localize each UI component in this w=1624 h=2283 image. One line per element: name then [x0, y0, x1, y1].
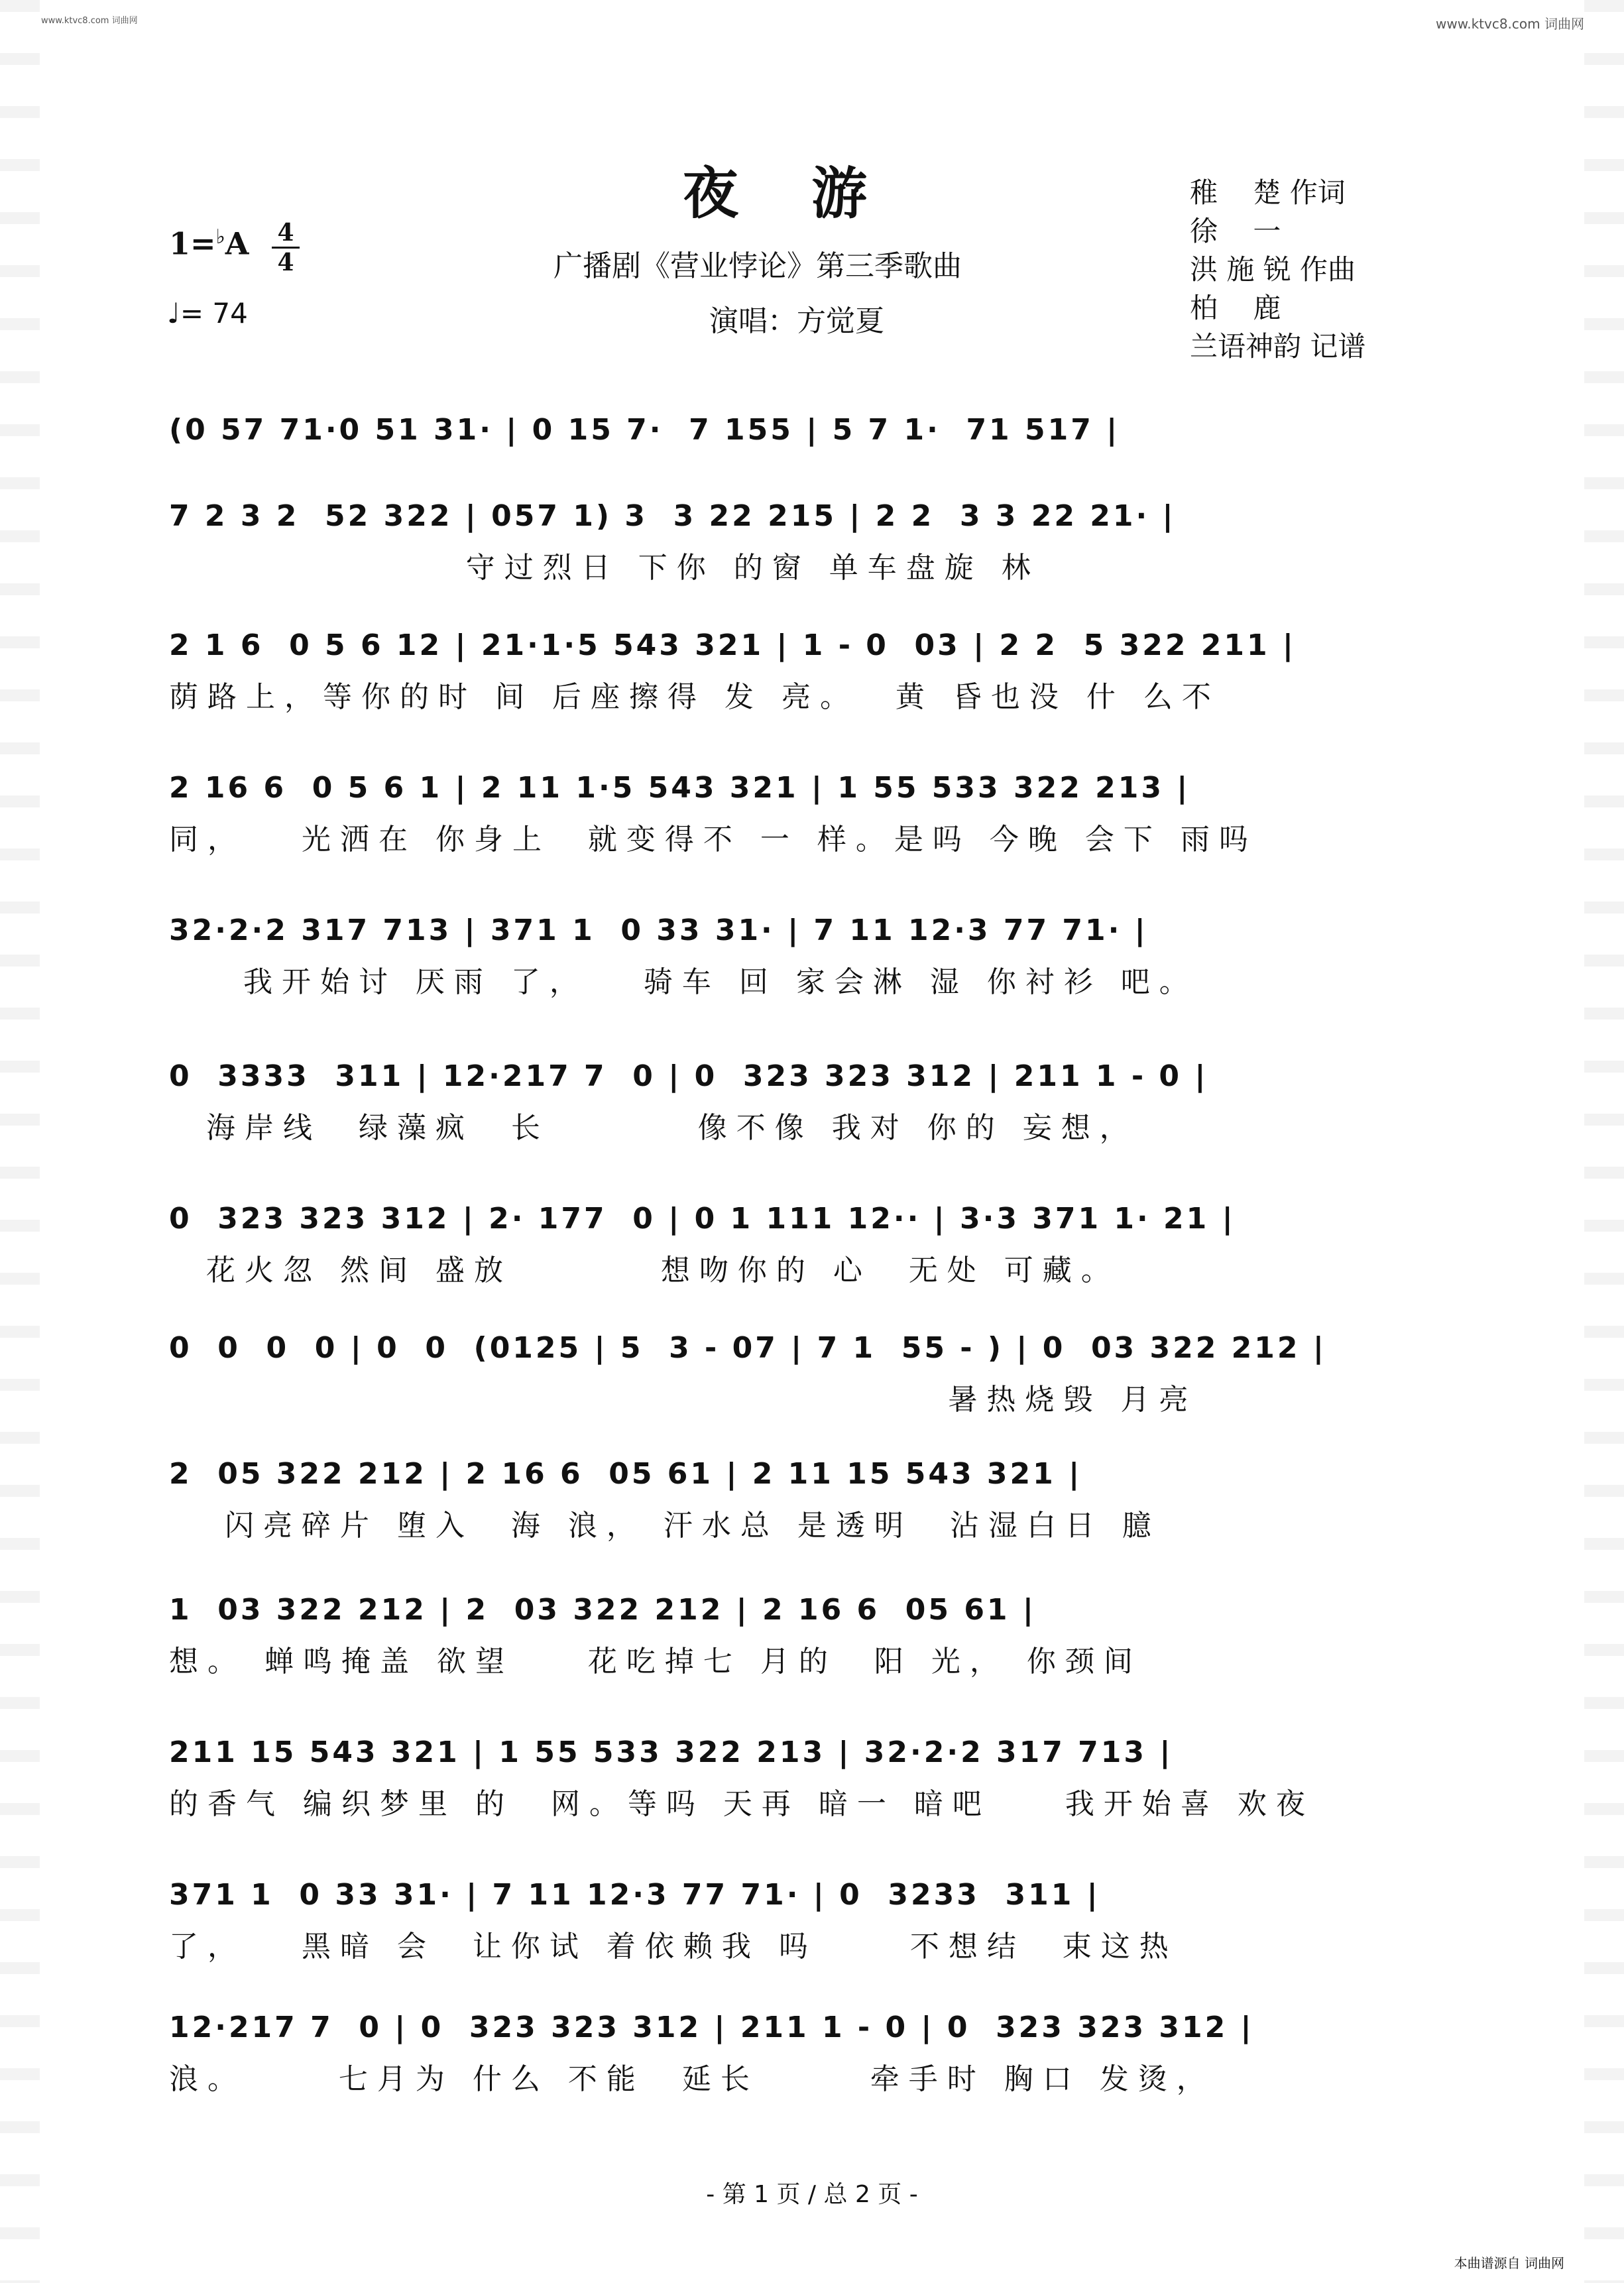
lyric-line: 暑热烧毁 月亮 — [169, 1383, 1198, 1417]
lyric-line: 的香气 编织梦里 的 网。等吗 天再 暗一 暗吧 我开始喜 欢夜 — [169, 1787, 1314, 1821]
lyric-line: 守过烈日 下你 的窗 单车盘旋 林 — [169, 551, 1040, 585]
tempo-marking — [167, 297, 248, 329]
credit-line: 兰语神韵 记谱 — [1190, 330, 1366, 363]
score-system — [169, 491, 1462, 590]
lyric-line: 我开始讨 厌雨 了， 骑车 回 家会淋 湿 你衬衫 吧。 — [169, 965, 1198, 999]
top-right-watermark: www.ktvc8.com 词曲网 — [1435, 16, 1584, 32]
bottom-right-watermark: 本曲谱源自 词曲网 — [1454, 2255, 1564, 2271]
time-signature-top: 4 — [277, 219, 294, 247]
notation-line: 32·2·2 317 713 | 371 1 0 33 31· | 7 11 12·3 77 71· | — [169, 913, 1148, 947]
lyric-line: 同， 光洒在 你身上 就变得不 一 样。是吗 今晚 会下 雨吗 — [169, 823, 1257, 856]
key-signature — [169, 225, 249, 261]
score-system — [169, 1727, 1462, 1826]
tempo-value: = 74 — [180, 297, 248, 329]
score-system — [169, 1193, 1462, 1293]
notation-line: 2 05 322 212 | 2 16 6 05 61 | 2 11 15 543 321 | — [169, 1457, 1082, 1491]
right-margin-watermark-strip — [1584, 0, 1624, 2283]
credit-line: 稚 楚 作词 — [1190, 176, 1346, 209]
lyric-line: 想。 蝉鸣掩盖 欲望 花吃掉七 月的 阳 光， 你颈间 — [169, 1645, 1142, 1678]
notation-line: 0 0 0 0 | 0 0 (0125 | 5 3 - 07 | 7 1 55 - ) | 0 03 322 212 | — [169, 1331, 1326, 1365]
score-system — [169, 1448, 1462, 1548]
score-system — [169, 620, 1462, 719]
notation-line: (0 57 71·0 51 31· | 0 15 7· 7 155 | 5 7 1· 71 517 | — [169, 413, 1120, 447]
lyric-line: 闪亮碎片 堕入 海 浪， 汗水总 是透明 沾湿白日 臆 — [169, 1509, 1161, 1543]
singer-credit: 演唱：方觉夏 — [709, 304, 884, 338]
notation-line: 7 2 3 2 52 322 | 057 1) 3 3 22 215 | 2 2 3 3 22 21· | — [169, 499, 1176, 533]
notation-line: 371 1 0 33 31· | 7 11 12·3 77 71· | 0 3233 311 | — [169, 1878, 1100, 1912]
notation-line: 1 03 322 212 | 2 03 322 212 | 2 16 6 05 61 | — [169, 1593, 1036, 1627]
key-prefix: 1= — [169, 225, 216, 262]
top-left-watermark: www.ktvc8.com 词曲网 — [41, 16, 138, 26]
lyric-line: 花火忽 然间 盛放 想吻你的 心 无处 可藏。 — [169, 1254, 1120, 1287]
credits-block — [1190, 174, 1365, 366]
lyric-line: 了， 黑暗 会 让你试 着依赖我 吗 不想结 束这热 — [169, 1930, 1178, 1963]
flat-symbol: ♭ — [215, 225, 225, 249]
notation-line: 12·217 7 0 | 0 323 323 312 | 211 1 - 0 | 0 323 323 312 | — [169, 2011, 1254, 2044]
credit-line: 徐 一 — [1190, 215, 1281, 247]
score-system — [169, 1584, 1462, 1684]
notation-line: 0 323 323 312 | 2· 177 0 | 0 1 111 12·· | 3·3 371 1· 21 | — [169, 1202, 1236, 1236]
notation-line: 211 15 543 321 | 1 55 533 322 213 | 32·2·2 317 713 | — [169, 1735, 1173, 1769]
lyric-line: 荫路上，等你的时 间 后座擦得 发 亮。 黄 昏也没 什 么不 — [169, 680, 1220, 714]
score-system — [169, 762, 1462, 862]
notation-line: 2 16 6 0 5 6 1 | 2 11 1·5 543 321 | 1 55 533 322 213 | — [169, 771, 1190, 805]
key-note: A — [225, 225, 249, 262]
credit-line: 洪 施 锐 作曲 — [1190, 253, 1356, 286]
left-margin-watermark-strip — [0, 0, 40, 2283]
score-system — [169, 1051, 1462, 1150]
lyric-line: 浪。 七月为 什么 不能 延长 牵手时 胸口 发烫， — [169, 2062, 1215, 2096]
lyric-line: 海岸线 绿藻疯 长 像不像 我对 你的 妄想， — [169, 1111, 1138, 1145]
quarter-note-icon: ♩ — [167, 297, 180, 329]
time-signature — [272, 219, 300, 276]
score-system — [169, 2002, 1462, 2101]
notation-line: 0 3333 311 | 12·217 7 0 | 0 323 323 312 | 211 1 - 0 | — [169, 1059, 1208, 1093]
score-system — [169, 905, 1462, 1004]
song-title: 夜游 — [683, 160, 941, 226]
credit-line: 柏 鹿 — [1190, 292, 1281, 324]
notation-line: 2 1 6 0 5 6 12 | 21·1·5 543 321 | 1 - 0 03 | 2 2 5 322 211 | — [169, 628, 1297, 662]
score-system — [169, 1869, 1462, 1969]
score-system — [169, 1322, 1462, 1422]
page-number: - 第 1 页 / 总 2 页 - — [706, 2181, 918, 2208]
song-subtitle: 广播剧《营业悖论》第三季歌曲 — [553, 249, 962, 283]
time-signature-bottom: 4 — [272, 247, 300, 276]
score-system — [169, 404, 1462, 504]
